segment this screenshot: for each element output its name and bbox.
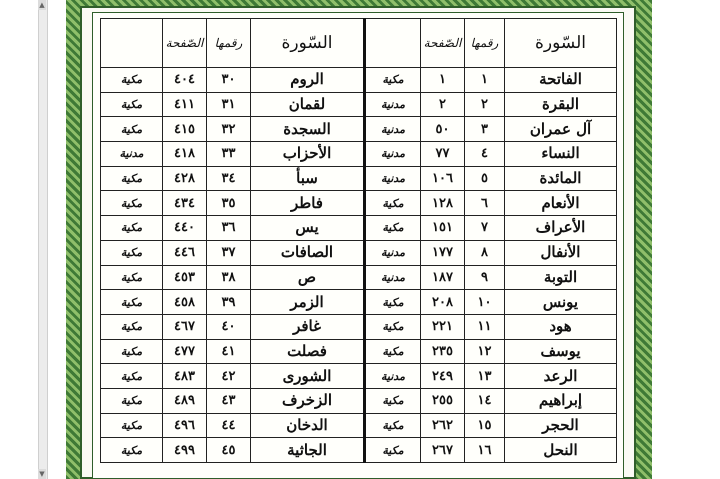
left-type-cell: مكية (101, 117, 163, 142)
right-number-cell: ٦ (465, 191, 505, 216)
table-row (101, 117, 617, 142)
table-row (101, 290, 617, 315)
surah-index-table (100, 18, 617, 463)
table-row (101, 142, 617, 167)
right-page-cell: ٢٥٥ (421, 388, 465, 413)
left-type-cell: مكية (101, 216, 163, 241)
left-page-cell: ٤٤٠ (163, 216, 207, 241)
table-row (101, 92, 617, 117)
table-row (101, 240, 617, 265)
right-surah-cell: هود (505, 314, 617, 339)
table-row (101, 438, 617, 463)
table-row (101, 413, 617, 438)
table-row (101, 68, 617, 93)
table-header-row (101, 19, 617, 68)
right-number-cell: ١١ (465, 314, 505, 339)
right-number-cell: ٧ (465, 216, 505, 241)
left-number-cell: ٣٣ (207, 142, 251, 167)
right-page-cell: ٢ (421, 92, 465, 117)
right-surah-cell: البقرة (505, 92, 617, 117)
left-type-cell: مكية (101, 290, 163, 315)
right-type-header (365, 19, 421, 68)
right-type-cell: مدنية (365, 364, 421, 389)
right-type-cell: مدنية (365, 166, 421, 191)
left-surah-cell: لقمان (251, 92, 365, 117)
right-page-cell: ٥٠ (421, 117, 465, 142)
right-number-cell: ١ (465, 68, 505, 93)
right-page-cell: ١٥١ (421, 216, 465, 241)
left-type-cell: مكية (101, 339, 163, 364)
left-page-cell: ٤٢٨ (163, 166, 207, 191)
right-type-cell: مدنية (365, 117, 421, 142)
left-number-cell: ٣٤ (207, 166, 251, 191)
right-number-cell: ٩ (465, 265, 505, 290)
left-page-cell: ٤٥٨ (163, 290, 207, 315)
right-type-cell: مدنية (365, 240, 421, 265)
left-type-cell: مكية (101, 191, 163, 216)
right-number-cell: ١٣ (465, 364, 505, 389)
left-surah-cell: الزخرف (251, 388, 365, 413)
right-number-cell: ٤ (465, 142, 505, 167)
left-number-cell: ٣٦ (207, 216, 251, 241)
left-surah-cell: الروم (251, 68, 365, 93)
right-page-cell: ٢٤٩ (421, 364, 465, 389)
right-surah-cell: النحل (505, 438, 617, 463)
right-page-cell: ١٢٨ (421, 191, 465, 216)
left-surah-cell: الشورى (251, 364, 365, 389)
left-type-cell: مكية (101, 388, 163, 413)
left-number-cell: ٣٢ (207, 117, 251, 142)
left-surah-cell: الصافات (251, 240, 365, 265)
table-row (101, 191, 617, 216)
right-page-cell: ١٧٧ (421, 240, 465, 265)
right-page-header: الصّفحة (421, 19, 465, 68)
left-page-cell: ٤٣٤ (163, 191, 207, 216)
left-surah-cell: الجاثية (251, 438, 365, 463)
left-number-cell: ٤٥ (207, 438, 251, 463)
right-type-cell: مدنية (365, 92, 421, 117)
left-page-cell: ٤٨٩ (163, 388, 207, 413)
right-page-cell: ٢٦٢ (421, 413, 465, 438)
table-row (101, 216, 617, 241)
right-type-cell: مكية (365, 388, 421, 413)
left-page-cell: ٤٨٣ (163, 364, 207, 389)
right-page-cell: ١٠٦ (421, 166, 465, 191)
vertical-scrollbar[interactable] (38, 0, 48, 479)
left-surah-cell: غافر (251, 314, 365, 339)
left-surah-cell: الأحزاب (251, 142, 365, 167)
left-surah-cell: الدخان (251, 413, 365, 438)
right-page-cell: ٢٦٧ (421, 438, 465, 463)
left-type-cell: مكية (101, 438, 163, 463)
left-page-cell: ٤١١ (163, 92, 207, 117)
table-row (101, 166, 617, 191)
right-type-cell: مكية (365, 216, 421, 241)
right-surah-cell: النساء (505, 142, 617, 167)
left-type-cell: مكية (101, 166, 163, 191)
left-type-header (101, 19, 163, 68)
table-row (101, 265, 617, 290)
right-surah-cell: المائدة (505, 166, 617, 191)
left-surah-cell: فصلت (251, 339, 365, 364)
left-page-cell: ٤١٥ (163, 117, 207, 142)
left-number-cell: ٤٠ (207, 314, 251, 339)
right-type-cell: مكية (365, 68, 421, 93)
left-page-cell: ٤٥٣ (163, 265, 207, 290)
right-surah-cell: الأنفال (505, 240, 617, 265)
right-type-cell: مكية (365, 339, 421, 364)
right-surah-cell: الرعد (505, 364, 617, 389)
right-page-cell: ٢٣٥ (421, 339, 465, 364)
left-surah-cell: سبأ (251, 166, 365, 191)
right-type-cell: مكية (365, 290, 421, 315)
right-page-cell: ١ (421, 68, 465, 93)
left-type-cell: مكية (101, 68, 163, 93)
left-type-cell: مكية (101, 364, 163, 389)
left-page-cell: ٤٦٧ (163, 314, 207, 339)
scroll-up-icon[interactable]: ▲ (39, 1, 45, 9)
table-row (101, 339, 617, 364)
right-number-cell: ٣ (465, 117, 505, 142)
left-type-cell: مكية (101, 314, 163, 339)
left-type-cell: مكية (101, 265, 163, 290)
right-number-cell: ٨ (465, 240, 505, 265)
table-row (101, 388, 617, 413)
left-number-cell: ٤٤ (207, 413, 251, 438)
right-number-header: رقمها (465, 19, 505, 68)
left-surah-cell: يس (251, 216, 365, 241)
left-number-cell: ٣٧ (207, 240, 251, 265)
scroll-down-icon[interactable]: ▼ (39, 470, 45, 478)
left-page-header: الصّفحة (163, 19, 207, 68)
right-page-cell: ١٨٧ (421, 265, 465, 290)
left-page-cell: ٤١٨ (163, 142, 207, 167)
left-surah-cell: فاطر (251, 191, 365, 216)
right-number-cell: ٢ (465, 92, 505, 117)
right-number-cell: ١٤ (465, 388, 505, 413)
right-surah-header: السّورة (505, 19, 617, 68)
right-type-cell: مدنية (365, 265, 421, 290)
left-surah-header: السّورة (251, 19, 365, 68)
left-page-cell: ٤٩٦ (163, 413, 207, 438)
left-page-cell: ٤٩٩ (163, 438, 207, 463)
left-page-cell: ٤٤٦ (163, 240, 207, 265)
left-page-cell: ٤٧٧ (163, 339, 207, 364)
left-number-cell: ٣٩ (207, 290, 251, 315)
left-number-cell: ٣١ (207, 92, 251, 117)
right-number-cell: ١٠ (465, 290, 505, 315)
right-page-cell: ٧٧ (421, 142, 465, 167)
right-surah-cell: الفاتحة (505, 68, 617, 93)
left-number-cell: ٤٢ (207, 364, 251, 389)
right-page-cell: ٢٢١ (421, 314, 465, 339)
left-number-cell: ٤٣ (207, 388, 251, 413)
left-surah-cell: ص (251, 265, 365, 290)
right-surah-cell: الحجر (505, 413, 617, 438)
left-number-cell: ٤١ (207, 339, 251, 364)
right-type-cell: مكية (365, 413, 421, 438)
left-number-cell: ٣٠ (207, 68, 251, 93)
right-page-cell: ٢٠٨ (421, 290, 465, 315)
left-surah-cell: الزمر (251, 290, 365, 315)
right-type-cell: مكية (365, 438, 421, 463)
right-number-cell: ١٢ (465, 339, 505, 364)
right-surah-cell: الأنعام (505, 191, 617, 216)
right-number-cell: ١٦ (465, 438, 505, 463)
table-row (101, 314, 617, 339)
right-type-cell: مدنية (365, 142, 421, 167)
left-surah-cell: السجدة (251, 117, 365, 142)
right-type-cell: مكية (365, 191, 421, 216)
right-surah-cell: آل عمران (505, 117, 617, 142)
right-surah-cell: التوبة (505, 265, 617, 290)
right-surah-cell: إبراهيم (505, 388, 617, 413)
left-number-cell: ٣٨ (207, 265, 251, 290)
left-number-cell: ٣٥ (207, 191, 251, 216)
left-type-cell: مدنية (101, 142, 163, 167)
right-surah-cell: يونس (505, 290, 617, 315)
left-page-cell: ٤٠٤ (163, 68, 207, 93)
left-type-cell: مكية (101, 240, 163, 265)
right-surah-cell: يوسف (505, 339, 617, 364)
right-surah-cell: الأعراف (505, 216, 617, 241)
right-number-cell: ٥ (465, 166, 505, 191)
left-type-cell: مكية (101, 413, 163, 438)
left-number-header: رقمها (207, 19, 251, 68)
table-row (101, 364, 617, 389)
left-type-cell: مكية (101, 92, 163, 117)
right-number-cell: ١٥ (465, 413, 505, 438)
right-type-cell: مكية (365, 314, 421, 339)
